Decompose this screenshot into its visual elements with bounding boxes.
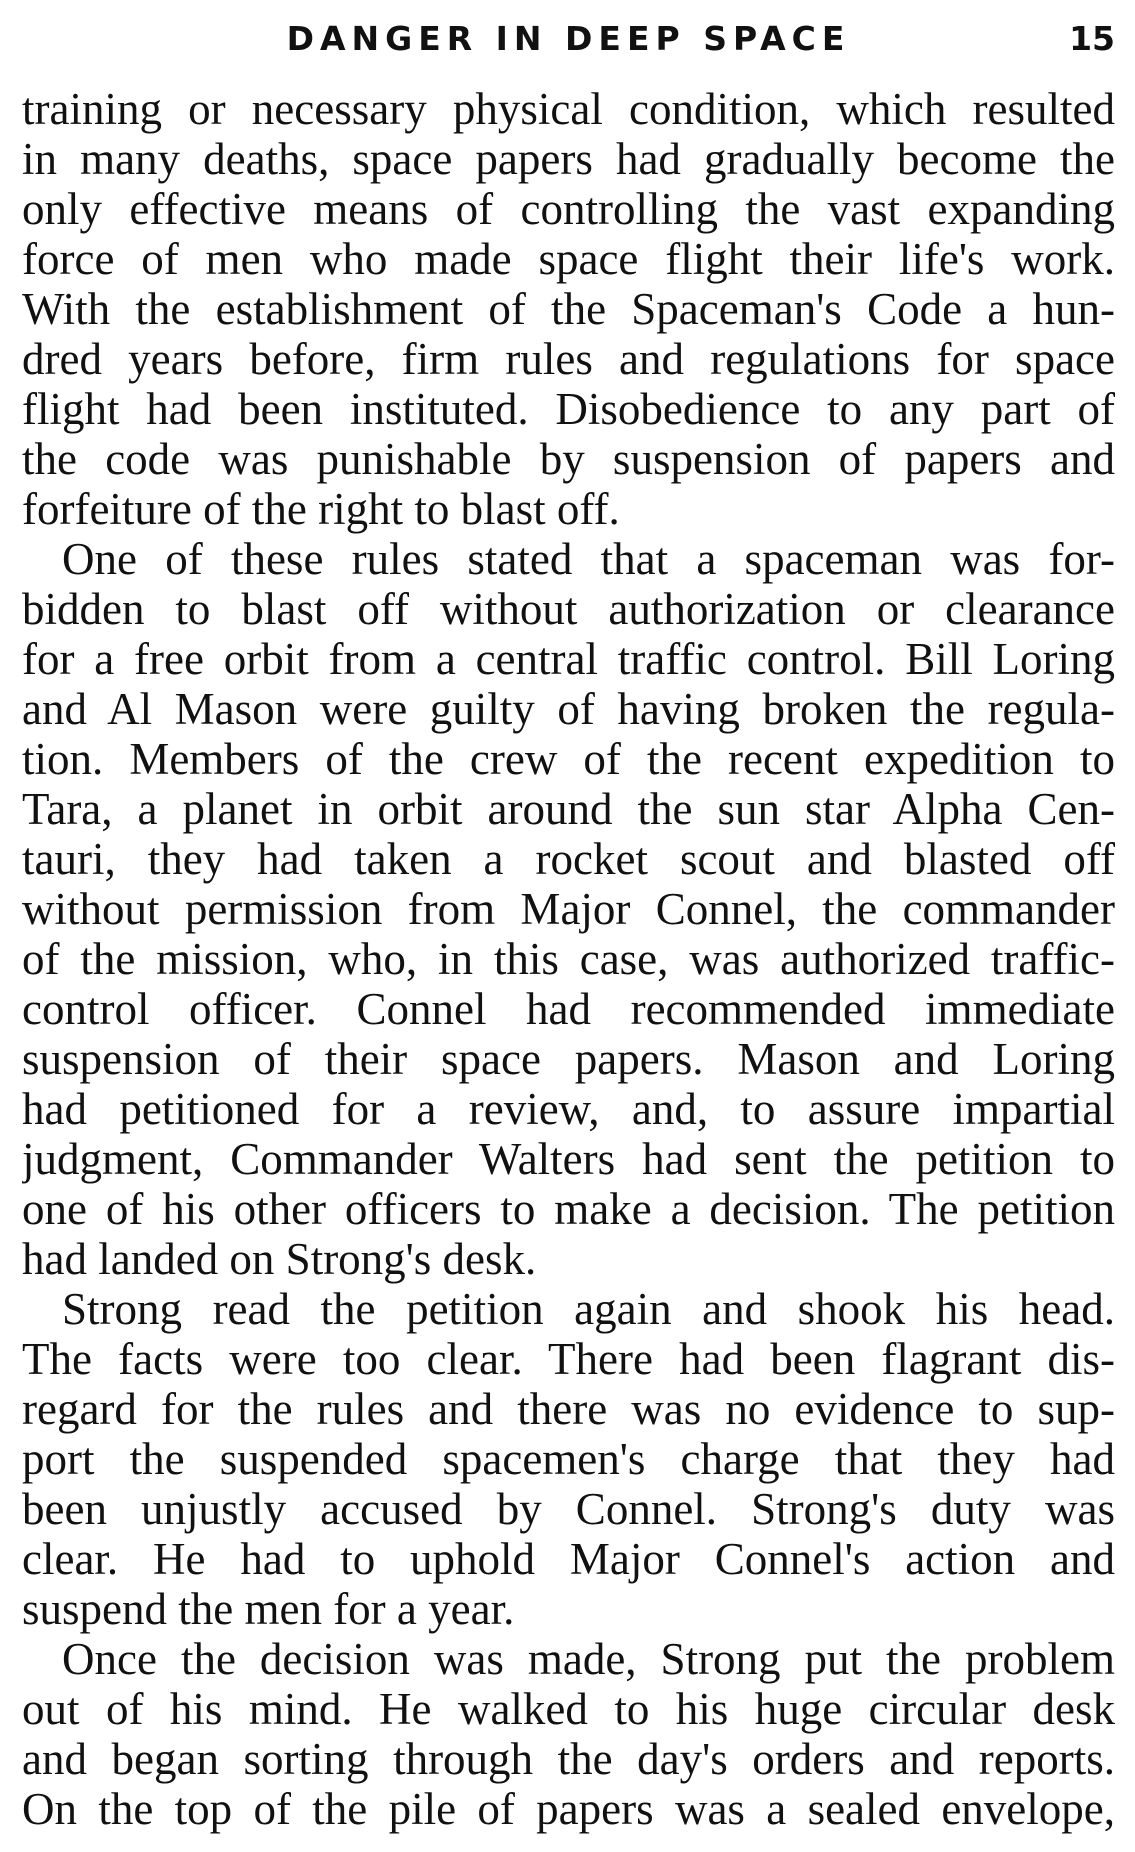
text-line: force of men who made space flight their life's work. <box>22 234 1115 284</box>
text-line: forfeiture of the right to blast off. <box>22 484 620 534</box>
text-line: one of his other officers to make a decision. The petition <box>22 1184 1115 1234</box>
text-line: tauri, they had taken a rocket scout and blasted off <box>22 834 1115 884</box>
text-line: without permission from Major Connel, the commander <box>22 884 1115 934</box>
text-line: Strong read the petition again and shook his head. <box>62 1284 1115 1334</box>
text-line: On the top of the pile of papers was a sealed envelope, <box>22 1784 1115 1834</box>
text-line: and began sorting through the day's orders and reports. <box>22 1734 1115 1784</box>
text-line: had petitioned for a review, and, to assure impartial <box>22 1084 1115 1134</box>
running-head <box>22 14 1115 64</box>
text-line: judgment, Commander Walters had sent the petition to <box>22 1134 1115 1184</box>
page-number: 15 <box>1069 19 1115 58</box>
running-title: DANGER IN DEEP SPACE <box>286 19 851 58</box>
text-line: for a free orbit from a central traffic control. Bill Loring <box>22 634 1115 684</box>
text-line: out of his mind. He walked to his huge circular desk <box>22 1684 1115 1734</box>
text-line: port the suspended spacemen's charge that they had <box>22 1434 1115 1484</box>
text-line: regard for the rules and there was no evidence to sup- <box>22 1384 1115 1434</box>
text-line: suspend the men for a year. <box>22 1584 515 1634</box>
text-line: dred years before, firm rules and regulations for space <box>22 334 1115 384</box>
text-line: suspension of their space papers. Mason and Loring <box>22 1034 1115 1084</box>
text-line: and Al Mason were guilty of having broken the regula- <box>22 684 1115 734</box>
text-line: the code was punishable by suspension of papers and <box>22 434 1115 484</box>
text-line: had landed on Strong's desk. <box>22 1234 537 1284</box>
text-line: control officer. Connel had recommended immediate <box>22 984 1115 1034</box>
text-line: One of these rules stated that a spaceman was for- <box>62 534 1115 584</box>
body-text <box>22 84 1115 1834</box>
text-line: tion. Members of the crew of the recent expedition to <box>22 734 1115 784</box>
text-line: bidden to blast off without authorization or clearance <box>22 584 1115 634</box>
text-line: Tara, a planet in orbit around the sun star Alpha Cen- <box>22 784 1115 834</box>
text-line: With the establishment of the Spaceman's Code a hun- <box>22 284 1115 334</box>
text-line: The facts were too clear. There had been flagrant dis- <box>22 1334 1115 1384</box>
text-line: been unjustly accused by Connel. Strong's duty was <box>22 1484 1115 1534</box>
text-line: training or necessary physical condition, which resulted <box>22 84 1115 134</box>
text-line: in many deaths, space papers had gradually become the <box>22 134 1115 184</box>
text-line: only effective means of controlling the vast expanding <box>22 184 1115 234</box>
text-line: flight had been instituted. Disobedience to any part of <box>22 384 1115 434</box>
text-line: clear. He had to uphold Major Connel's action and <box>22 1534 1115 1584</box>
text-line: Once the decision was made, Strong put the problem <box>62 1634 1115 1684</box>
text-line: of the mission, who, in this case, was authorized traffic- <box>22 934 1115 984</box>
